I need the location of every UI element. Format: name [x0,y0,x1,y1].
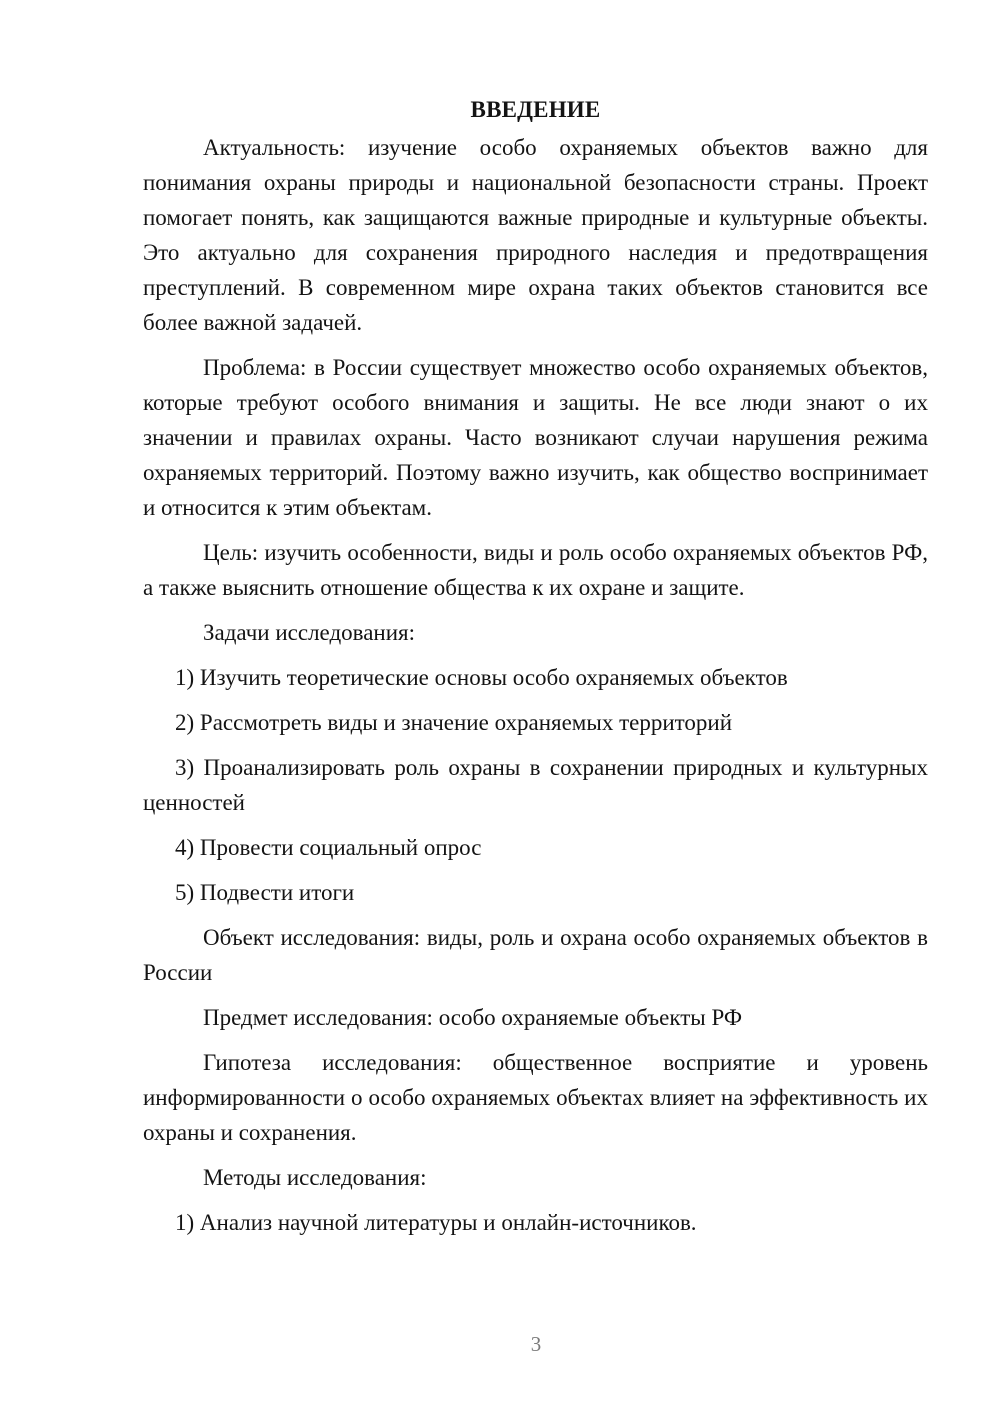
task-item: 3) Проанализировать роль охраны в сохранении природных и культурных ценностей [143,755,928,815]
object-paragraph: Объект исследования: виды, роль и охрана особо охраняемых объектов в России [143,925,928,985]
tasks-heading: Задачи исследования: [203,620,416,645]
method-item: 1) Анализ научной литературы и онлайн-источников. [175,1210,697,1235]
goal-paragraph: Цель: изучить особенности, виды и роль особо охраняемых объектов РФ, а также выяснить отношение общества к их охране и защите. [143,540,928,600]
task-item: 5) Подвести итоги [175,880,355,905]
hypothesis-paragraph: Гипотеза исследования: общественное восприятие и уровень информированности о особо охраняемых объектах влияет на эффективность их охраны и сохранения. [143,1050,928,1145]
page-title: ВВЕДЕНИЕ [470,97,601,122]
task-item: 4) Провести социальный опрос [175,835,482,860]
methods-heading: Методы исследования: [203,1165,427,1190]
relevance-paragraph: Актуальность: изучение особо охраняемых объектов важно для понимания охраны природы и национальной безопасности страны. Проект помогает понять, как защищаются важные природные и культурные объекты. Это актуально для сохранения природного наследия и предотвращения преступлений. В современном мире охрана таких объектов становится все более важной задачей. [143,135,928,335]
task-item: 1) Изучить теоретические основы особо охраняемых объектов [175,665,788,690]
problem-paragraph: Проблема: в России существует множество особо охраняемых объектов, которые требуют особого внимания и защиты. Не все люди знают о их значении и правилах охраны. Часто возникают случаи нарушения режима охраняемых территорий. Поэтому важно изучить, как общество воспринимает и относится к этим объектам. [143,355,928,520]
page-number: 3 [530,1332,542,1356]
document-page [143,92,928,1250]
subject-paragraph: Предмет исследования: особо охраняемые объекты РФ [203,1005,743,1030]
task-item: 2) Рассмотреть виды и значение охраняемых территорий [175,710,732,735]
